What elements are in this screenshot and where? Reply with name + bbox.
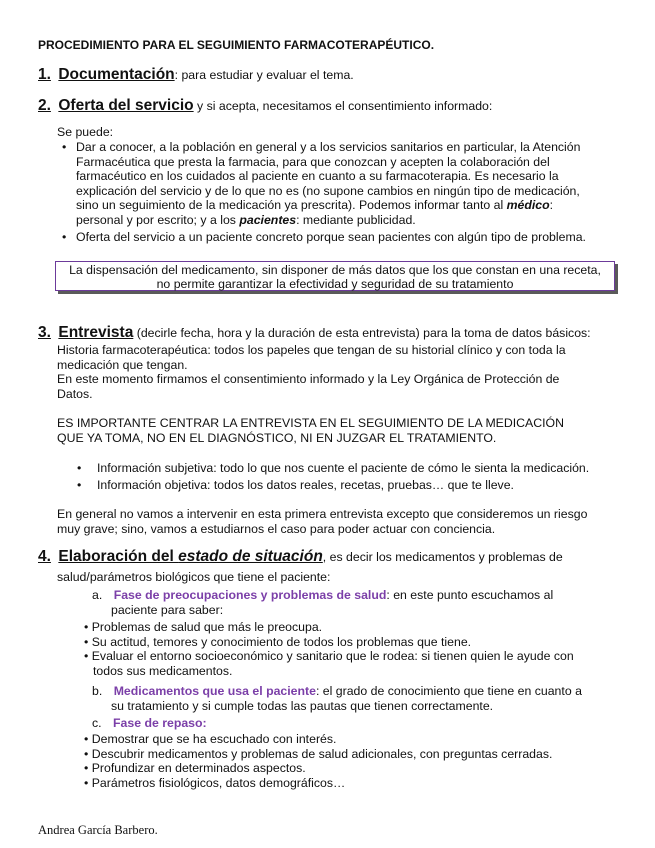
list-item (62, 140, 622, 228)
sub-title: Fase de preocupaciones y problemas de salud (113, 588, 387, 602)
paragraph-line: En este momento firmamos el consentimiento informado y la Ley Orgánica de Protección de (57, 372, 560, 387)
sub-title: Medicamentos que usa el paciente (113, 684, 316, 698)
page-title: PROCEDIMIENTO PARA EL SEGUIMIENTO FARMACOTERAPÉUTICO. (38, 38, 435, 52)
list-item-line: sino un seguimiento de la medicación ya prescrita). Podemos informar tanto al médico: (76, 198, 554, 213)
section-text: (decirle fecha, hora y la duración de esta entrevista) para la toma de datos básicos: (133, 326, 591, 340)
section-text: : para estudiar y evaluar el tema. (174, 68, 354, 82)
section-number: 1. (38, 66, 51, 83)
list-item: • Parámetros fisiológicos, datos demográficos… (84, 775, 346, 790)
list-item-text: Oferta del servicio a un paciente concreto porque sean pacientes con algún tipo de problema. (76, 229, 586, 244)
list-item-line: farmacéutico en los cuidados al paciente en cuanto a su farmacoterapia. Es necesario la (76, 169, 559, 184)
list-item (77, 461, 637, 476)
section-heading: Documentación (58, 66, 175, 83)
paragraph-line: QUE YA TOMA, NO EN EL DIAGNÓSTICO, NI EN JUZGAR EL TRATAMIENTO. (57, 430, 497, 445)
list-item: • Descubrir medicamentos y problemas de salud adicionales, con preguntas cerradas. (84, 746, 553, 761)
paragraph-line: medicación que tengan. (57, 357, 188, 372)
list-item-text: Información objetiva: todos los datos reales, recetas, pruebas… que te lleve. (97, 477, 514, 492)
caps-paragraph (57, 416, 617, 445)
sub-text-cont: su tratamiento y si cumple todas las pautas que tienen correctamente. (111, 698, 494, 713)
intro-text: Se puede: (57, 125, 114, 139)
section-3 (38, 326, 591, 341)
list-item-text: Información subjetiva: todo lo que nos cuente el paciente de cómo le sienta la medicación. (97, 461, 590, 475)
bullet-icon: • (84, 732, 92, 746)
list-item: • Demostrar que se ha escuchado con interés. (84, 732, 337, 746)
sub-label: b. (92, 684, 103, 698)
sub-label: a. (92, 588, 103, 602)
list-item-line: explicación del servicio y de lo que no es (no supone cambios en ningún tipo de medicación, (76, 183, 580, 198)
list-item-cont: todos sus medicamentos. (93, 663, 233, 678)
section-text-cont: salud/parámetros biológicos que tiene el paciente: (57, 570, 331, 584)
subsection-b (92, 684, 612, 713)
highlight-line: La dispensación del medicamento, sin disponer de más datos que los que constan en una receta, (69, 263, 601, 277)
bullet-icon: • (84, 634, 92, 649)
subsection-c: c. Fase de repaso: (92, 716, 207, 730)
paragraph (57, 343, 617, 401)
subsection-c-list (84, 732, 624, 790)
sub-text-cont: paciente para saber: (111, 602, 224, 617)
subsection-a-list (84, 620, 624, 678)
sub-title: Fase de repaso (113, 716, 203, 730)
bullet-icon: • (84, 761, 92, 776)
footer-author: Andrea García Barbero. (38, 823, 158, 837)
sub-text: : en este punto escuchamos al (386, 588, 554, 602)
section-text: y si acepta, necesitamos el consentimiento informado: (193, 99, 493, 113)
paragraph-line: ES IMPORTANTE CENTRAR LA ENTREVISTA EN EL SEGUIMIENTO DE LA MEDICACIÓN (57, 416, 565, 430)
paragraph-line: Datos. (57, 386, 93, 401)
section-number: 2. (38, 97, 51, 114)
list-item-line: Farmacéutica que presta la farmacia, para que conozcan y acepten la colaboración del (76, 154, 550, 169)
offer-list (62, 140, 622, 244)
list-item-line: Dar a conocer, a la población en general y a los servicios sanitarios en particular, la Atención (76, 140, 581, 154)
section-heading: Entrevista (58, 324, 134, 341)
list-item: • Problemas de salud que más le preocupa. (84, 620, 323, 634)
bullet-icon: • (77, 461, 82, 475)
info-list (77, 461, 637, 492)
section-number: 3. (38, 324, 51, 341)
subsection-a (92, 588, 612, 617)
list-item: • Su actitud, temores y conocimiento de todos los problemas que tiene. (84, 634, 472, 649)
bullet-icon: • (84, 649, 92, 664)
paragraph (57, 507, 617, 536)
section-1 (38, 68, 354, 83)
paragraph-line: En general no vamos a intervenir en esta primera entrevista excepto que consideremos un riesgo (57, 507, 588, 521)
list-item: • Profundizar en determinados aspectos. (84, 761, 306, 776)
list-item-line: personal y por escrito; y a los pacientes: mediante publicidad. (76, 212, 416, 227)
bullet-icon: • (62, 140, 67, 154)
section-heading: Elaboración del estado de situación (58, 548, 323, 565)
section-2 (38, 99, 492, 114)
bullet-icon: • (84, 775, 92, 790)
emphasis-medico: médico (506, 198, 550, 213)
section-heading: Oferta del servicio (58, 97, 194, 114)
list-item (77, 478, 637, 493)
section-4 (38, 550, 563, 565)
highlight-box (55, 261, 615, 291)
paragraph-line: muy grave; sino, vamos a estudiarnos el caso para poder actuar con conciencia. (57, 521, 496, 536)
bullet-icon: • (77, 477, 82, 492)
paragraph-line: Historia farmacoterapéutica: todos los papeles que tengan de su historial clínico y con toda la (57, 343, 566, 357)
emphasis-pacientes: pacientes (239, 212, 297, 227)
bullet-icon: • (84, 746, 92, 761)
bullet-icon: • (84, 620, 92, 634)
bullet-icon: • (62, 229, 67, 244)
sub-label: c. (92, 716, 102, 730)
list-item: • Evaluar el entorno socioeconómico y sanitario que le rodea: si tienen quien le ayude con (84, 649, 574, 664)
sub-text: : el grado de conocimiento que tiene en cuanto a (315, 684, 582, 698)
section-text: , es decir los medicamentos y problemas de (322, 550, 563, 564)
list-item (62, 230, 622, 245)
highlight-line: no permite garantizar la efectividad y seguridad de su tratamiento (156, 277, 514, 292)
section-number: 4. (38, 548, 51, 565)
